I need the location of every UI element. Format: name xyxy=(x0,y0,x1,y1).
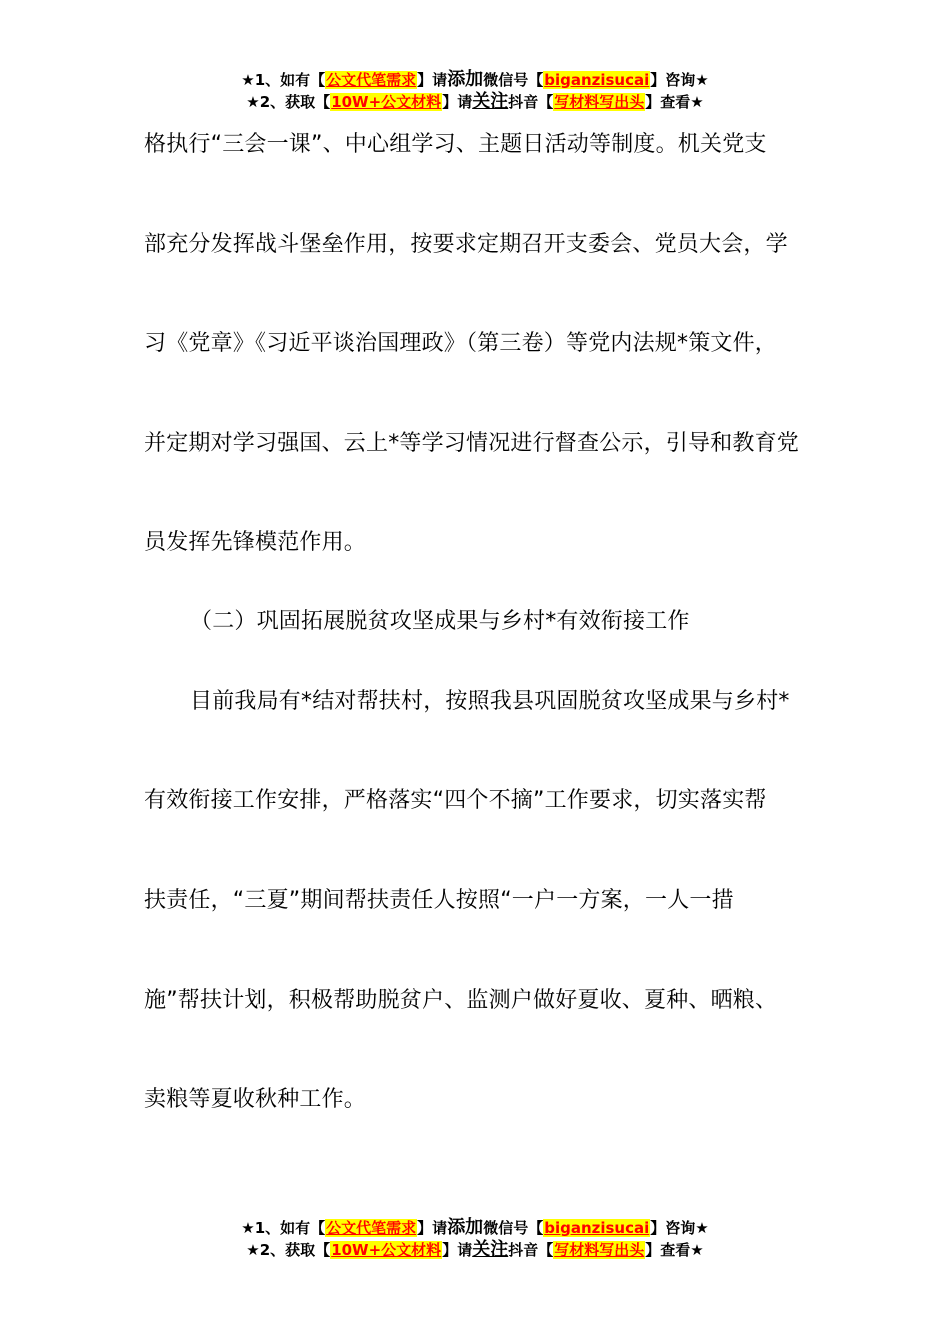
banner-line-2 xyxy=(0,1239,950,1261)
banner-text: 】查看★ xyxy=(645,1241,704,1259)
banner-text: ★1、如有【 xyxy=(241,1219,326,1237)
banner-highlight-wechat-id: biganzisucai xyxy=(544,71,650,89)
paragraph-line: 卖粮等夏收秋种工作。 xyxy=(144,1087,367,1112)
banner-text: 】咨询★ xyxy=(650,71,709,89)
banner-text: 微信号【 xyxy=(483,1219,544,1237)
banner-text: 】咨询★ xyxy=(650,1219,709,1237)
banner-text: 】请 xyxy=(417,71,448,89)
banner-text: ★2、获取【 xyxy=(246,1241,331,1259)
banner-text: ★2、获取【 xyxy=(246,93,331,111)
banner-text: 微信号【 xyxy=(483,71,544,89)
paragraph-line: 习《党章》《习近平谈治国理政》（第三卷）等党内法规*策文件， xyxy=(144,331,778,356)
banner-highlight-douyin: 写材料写出头 xyxy=(554,1241,645,1259)
banner-highlight-service: 公文代笔需求 xyxy=(326,71,417,89)
banner-highlight-materials: 10W+公文材料 xyxy=(331,93,442,111)
banner-text: 】请 xyxy=(442,1241,473,1259)
paragraph-line: 扶责任，“三夏”期间帮扶责任人按照“一户一方案，一人一措 xyxy=(144,888,734,913)
paragraph-line: 员发挥先锋模范作用。 xyxy=(144,530,367,555)
paragraph-line: 格执行“三会一课”、中心组学习、主题日活动等制度。机关党支 xyxy=(144,132,767,157)
banner-line-1 xyxy=(0,1217,950,1239)
paragraph-line: 施”帮扶计划，积极帮助脱贫户、监测户做好夏收、夏种、晒粮、 xyxy=(144,988,778,1013)
banner-line-1 xyxy=(0,69,950,91)
section-heading: （二）巩固拓展脱贫攻坚成果与乡村*有效衔接工作 xyxy=(190,609,690,634)
paragraph-line: 并定期对学习强国、云上*等学习情况进行督查公示，引导和教育党 xyxy=(144,431,800,456)
banner-emphasis: 添加 xyxy=(447,69,484,90)
banner-highlight-materials: 10W+公文材料 xyxy=(331,1241,442,1259)
banner-text: 】请 xyxy=(442,93,473,111)
banner-line-2 xyxy=(0,91,950,113)
paragraph-line: 部充分发挥战斗堡垒作用，按要求定期召开支委会、党员大会，学 xyxy=(144,232,788,257)
banner-highlight-wechat-id: biganzisucai xyxy=(544,1219,650,1237)
paragraph-line: 有效衔接工作安排，严格落实“四个不摘”工作要求，切实落实帮 xyxy=(144,788,767,813)
banner-text: 抖音【 xyxy=(508,1241,554,1259)
footer-banner xyxy=(0,1217,950,1261)
banner-text: ★1、如有【 xyxy=(241,71,326,89)
header-banner xyxy=(0,69,950,113)
banner-text: 】查看★ xyxy=(645,93,704,111)
banner-emphasis: 关注 xyxy=(472,1239,509,1260)
banner-highlight-service: 公文代笔需求 xyxy=(326,1219,417,1237)
banner-highlight-douyin: 写材料写出头 xyxy=(554,93,645,111)
banner-text: 抖音【 xyxy=(508,93,554,111)
banner-emphasis: 关注 xyxy=(472,91,509,112)
banner-text: 】请 xyxy=(417,1219,448,1237)
paragraph-line: 目前我局有*结对帮扶村，按照我县巩固脱贫攻坚成果与乡村* xyxy=(190,689,790,714)
banner-emphasis: 添加 xyxy=(447,1217,484,1238)
